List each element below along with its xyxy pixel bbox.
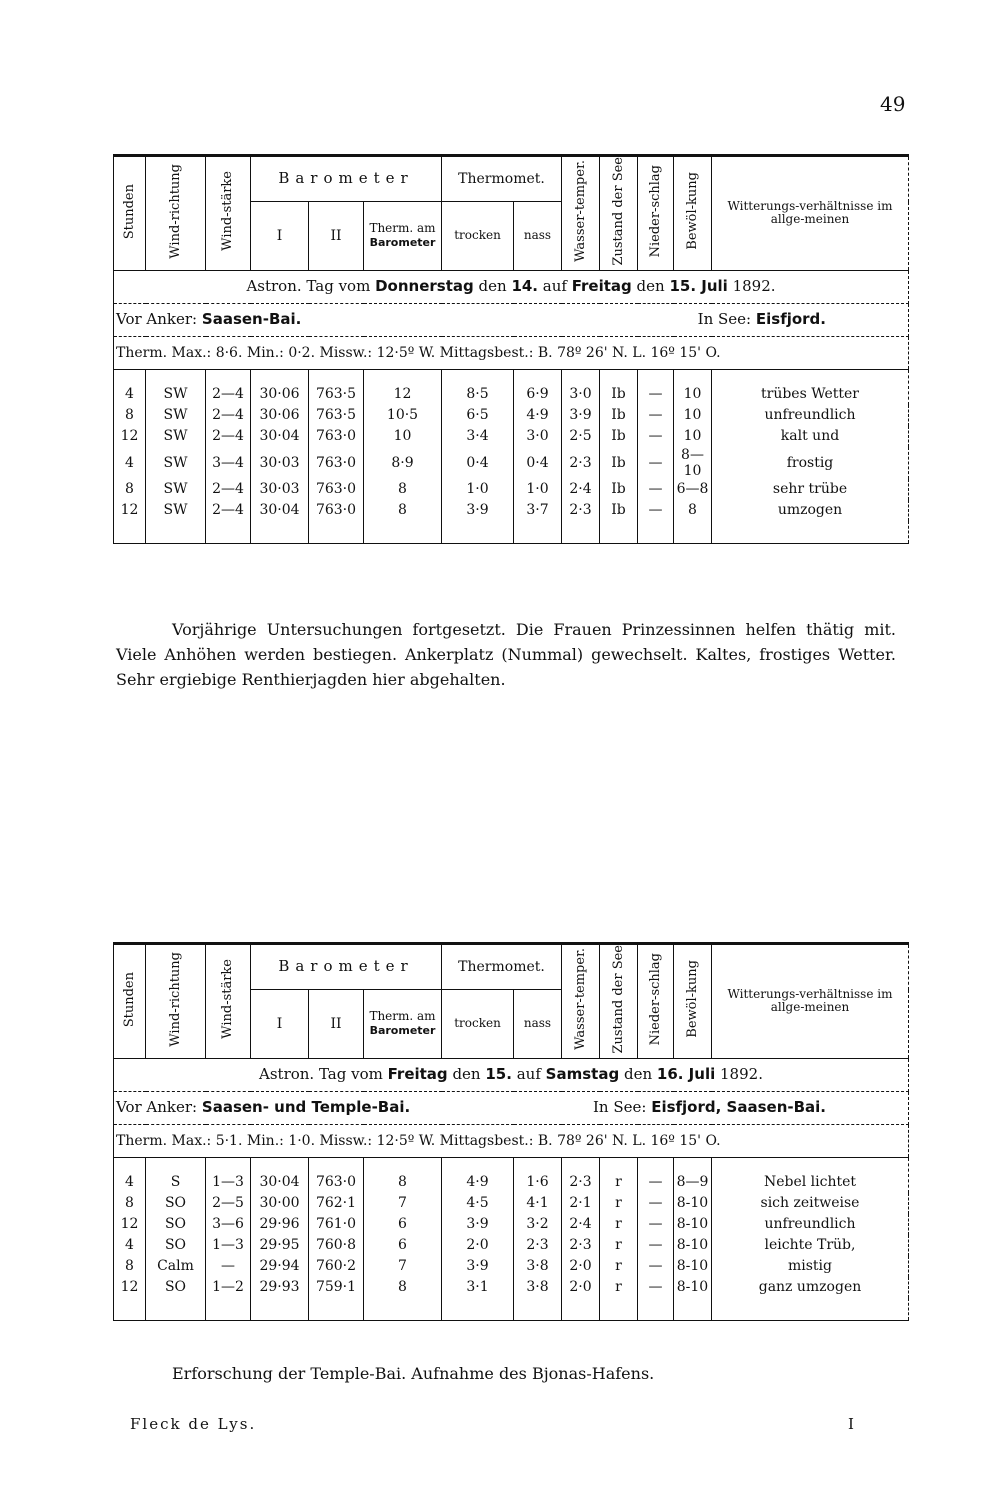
header-stunden: Stunden (121, 183, 137, 239)
cell-wassertemp: 3·0 (562, 369, 600, 405)
cell-nass: 3·8 (514, 1256, 562, 1277)
cell-bewoelkung: 8—10 (674, 447, 712, 479)
cell-stunde: 8 (114, 1256, 146, 1277)
cell-bewoelkung: 10 (674, 369, 712, 405)
header-bar-i: I (251, 990, 309, 1059)
table-2-body (114, 1157, 909, 1320)
spacer-cell (674, 521, 712, 544)
cell-nass: 4·1 (514, 1193, 562, 1214)
spacer-cell (442, 1298, 514, 1321)
cell-windrichtung: S (146, 1157, 206, 1193)
spacer-cell (146, 1298, 206, 1321)
cell-windrichtung: SO (146, 1214, 206, 1235)
cell-barometer-ii: 762·1 (309, 1193, 364, 1214)
cell-niederschlag: — (638, 1277, 674, 1298)
location-line: Vor Anker: Saasen-Bai. In See: Eisfjord. (114, 303, 909, 336)
cell-witterung: ganz umzogen (712, 1277, 909, 1298)
spacer-cell (146, 521, 206, 544)
header-witterung: Witterungs-verhältnisse im allge-meinen (712, 944, 909, 1059)
cell-nass: 3·7 (514, 500, 562, 521)
cell-barometer-ii: 763·5 (309, 405, 364, 426)
cell-windrichtung: SW (146, 500, 206, 521)
page-number: 49 (880, 92, 906, 116)
spacer-cell (114, 521, 146, 544)
table-row-spacer (114, 1298, 909, 1321)
cell-barometer-ii: 760·2 (309, 1256, 364, 1277)
cell-windstaerke: 2—4 (206, 369, 251, 405)
cell-barometer-i: 30·06 (251, 369, 309, 405)
table-row (114, 447, 909, 479)
cell-trocken: 1·0 (442, 479, 514, 500)
cell-therm-am-barometer: 8 (364, 500, 442, 521)
cell-barometer-i: 30·04 (251, 1157, 309, 1193)
cell-trocken: 2·0 (442, 1235, 514, 1256)
spacer-cell (674, 1298, 712, 1321)
cell-wassertemp: 2·4 (562, 479, 600, 500)
cell-therm-am-barometer: 10 (364, 426, 442, 447)
header-niederschlag: Nieder-schlag (647, 953, 663, 1046)
cell-windstaerke: 2—4 (206, 500, 251, 521)
spacer-cell (514, 521, 562, 544)
cell-windstaerke: 2—4 (206, 479, 251, 500)
cell-wassertemp: 2·4 (562, 1214, 600, 1235)
cell-barometer-i: 30·00 (251, 1193, 309, 1214)
footer-left: Fleck de Lys. (130, 1415, 257, 1433)
cell-windrichtung: SO (146, 1235, 206, 1256)
header-wassertemp: Wasser-temper. (572, 948, 588, 1051)
cell-niederschlag: — (638, 369, 674, 405)
cell-windrichtung: Calm (146, 1256, 206, 1277)
spacer-cell (600, 521, 638, 544)
spacer-cell (309, 1298, 364, 1321)
cell-barometer-ii: 759·1 (309, 1277, 364, 1298)
therm-line: Therm. Max.: 8·6. Min.: 0·2. Missw.: 12·5º W. Mittagsbest.: B. 78º 26' N. L. 16º 15' O. (114, 336, 909, 369)
cell-therm-am-barometer: 6 (364, 1235, 442, 1256)
cell-barometer-ii: 763·0 (309, 447, 364, 479)
cell-nass: 3·8 (514, 1277, 562, 1298)
cell-bewoelkung: 6—8 (674, 479, 712, 500)
header-zustand: Zustand der See (610, 157, 626, 266)
cell-wassertemp: 2·3 (562, 1235, 600, 1256)
spacer-cell (364, 521, 442, 544)
cell-bewoelkung: 8-10 (674, 1277, 712, 1298)
cell-windrichtung: SO (146, 1193, 206, 1214)
cell-bewoelkung: 10 (674, 426, 712, 447)
cell-barometer-ii: 763·5 (309, 369, 364, 405)
cell-stunde: 4 (114, 369, 146, 405)
weather-table (113, 154, 909, 544)
weather-table-1 (113, 154, 908, 544)
cell-niederschlag: — (638, 405, 674, 426)
header-windrichtung: Wind-richtung (167, 163, 183, 259)
cell-nass: 1·6 (514, 1157, 562, 1193)
cell-barometer-i: 29·93 (251, 1277, 309, 1298)
header-thermometer: Thermomet. (442, 944, 562, 990)
header-therm-am: Therm. am Barometer (364, 990, 442, 1059)
cell-windstaerke: — (206, 1256, 251, 1277)
cell-witterung: unfreundlich (712, 1214, 909, 1235)
cell-trocken: 3·4 (442, 426, 514, 447)
header-nass: nass (514, 990, 562, 1059)
spacer-cell (442, 521, 514, 544)
cell-stunde: 12 (114, 426, 146, 447)
header-barometer: Barometer (251, 944, 442, 990)
cell-niederschlag: — (638, 500, 674, 521)
header-bar-ii: II (309, 202, 364, 271)
spacer-cell (638, 521, 674, 544)
cell-wassertemp: 2·3 (562, 447, 600, 479)
cell-trocken: 8·5 (442, 369, 514, 405)
cell-zustand-see: r (600, 1256, 638, 1277)
cell-therm-am-barometer: 10·5 (364, 405, 442, 426)
spacer-cell (712, 1298, 909, 1321)
cell-therm-am-barometer: 6 (364, 1214, 442, 1235)
cell-windstaerke: 1—3 (206, 1157, 251, 1193)
cell-nass: 6·9 (514, 369, 562, 405)
cell-witterung: sehr trübe (712, 479, 909, 500)
cell-zustand-see: r (600, 1277, 638, 1298)
cell-therm-am-barometer: 7 (364, 1256, 442, 1277)
cell-wassertemp: 3·9 (562, 405, 600, 426)
cell-stunde: 8 (114, 479, 146, 500)
spacer-cell (600, 1298, 638, 1321)
header-bar-ii: II (309, 990, 364, 1059)
cell-windstaerke: 3—4 (206, 447, 251, 479)
header-bar-i: I (251, 202, 309, 271)
header-thermometer: Thermomet. (442, 156, 562, 202)
spacer-cell (562, 521, 600, 544)
header-windstaerke: Wind-stärke (220, 171, 236, 252)
cell-windstaerke: 1—3 (206, 1235, 251, 1256)
therm-line: Therm. Max.: 5·1. Min.: 1·0. Missw.: 12·5º W. Mittagsbest.: B. 78º 26' N. L. 16º 15' O. (114, 1124, 909, 1157)
header-niederschlag: Nieder-schlag (647, 165, 663, 258)
paragraph-2: Erforschung der Temple-Bai. Aufnahme des Bjonas-Hafens. (172, 1364, 655, 1383)
cell-nass: 1·0 (514, 479, 562, 500)
cell-barometer-i: 30·04 (251, 500, 309, 521)
cell-trocken: 6·5 (442, 405, 514, 426)
cell-niederschlag: — (638, 1256, 674, 1277)
cell-stunde: 8 (114, 405, 146, 426)
header-stunden: Stunden (121, 971, 137, 1027)
cell-witterung: leichte Trüb, (712, 1235, 909, 1256)
cell-witterung: trübes Wetter (712, 369, 909, 405)
header-therm-am: Therm. am Barometer (364, 202, 442, 271)
cell-witterung: Nebel lichtet (712, 1157, 909, 1193)
cell-nass: 4·9 (514, 405, 562, 426)
spacer-cell (712, 521, 909, 544)
spacer-cell (206, 521, 251, 544)
cell-windrichtung: SO (146, 1277, 206, 1298)
cell-trocken: 4·5 (442, 1193, 514, 1214)
cell-stunde: 12 (114, 1214, 146, 1235)
cell-bewoelkung: 8-10 (674, 1193, 712, 1214)
weather-table-2 (113, 942, 908, 1321)
cell-therm-am-barometer: 12 (364, 369, 442, 405)
cell-stunde: 4 (114, 1157, 146, 1193)
header-barometer: Barometer (251, 156, 442, 202)
cell-therm-am-barometer: 8·9 (364, 447, 442, 479)
header-bewoelkung: Bewöl-kung (684, 960, 700, 1039)
cell-therm-am-barometer: 8 (364, 1277, 442, 1298)
cell-windrichtung: SW (146, 447, 206, 479)
cell-witterung: unfreundlich (712, 405, 909, 426)
cell-witterung: mistig (712, 1256, 909, 1277)
header-zustand: Zustand der See (610, 945, 626, 1054)
astron-day-line: Astron. Tag vom Freitag den 15. auf Samstag den 16. Juli 1892. (114, 1058, 909, 1091)
spacer-cell (114, 1298, 146, 1321)
cell-niederschlag: — (638, 1157, 674, 1193)
weather-table (113, 942, 909, 1321)
cell-niederschlag: — (638, 1235, 674, 1256)
table-row (114, 1235, 909, 1256)
cell-nass: 3·2 (514, 1214, 562, 1235)
spacer-cell (364, 1298, 442, 1321)
cell-witterung: frostig (712, 447, 909, 479)
cell-stunde: 4 (114, 447, 146, 479)
cell-witterung: sich zeitweise (712, 1193, 909, 1214)
cell-stunde: 8 (114, 1193, 146, 1214)
cell-wassertemp: 2·5 (562, 426, 600, 447)
spacer-cell (309, 521, 364, 544)
cell-trocken: 0·4 (442, 447, 514, 479)
cell-niederschlag: — (638, 1214, 674, 1235)
cell-windrichtung: SW (146, 426, 206, 447)
cell-trocken: 3·1 (442, 1277, 514, 1298)
table-row (114, 405, 909, 426)
table-row (114, 1214, 909, 1235)
cell-niederschlag: — (638, 479, 674, 500)
cell-barometer-i: 30·03 (251, 447, 309, 479)
cell-zustand-see: r (600, 1214, 638, 1235)
cell-trocken: 4·9 (442, 1157, 514, 1193)
table-row (114, 500, 909, 521)
cell-therm-am-barometer: 7 (364, 1193, 442, 1214)
table-row (114, 369, 909, 405)
cell-barometer-ii: 763·0 (309, 500, 364, 521)
spacer-cell (251, 1298, 309, 1321)
cell-therm-am-barometer: 8 (364, 479, 442, 500)
cell-windstaerke: 2—4 (206, 405, 251, 426)
cell-barometer-i: 30·03 (251, 479, 309, 500)
cell-windstaerke: 1—2 (206, 1277, 251, 1298)
cell-bewoelkung: 10 (674, 405, 712, 426)
table-1-body (114, 369, 909, 543)
header-bewoelkung: Bewöl-kung (684, 172, 700, 251)
cell-trocken: 3·9 (442, 1214, 514, 1235)
cell-witterung: kalt und (712, 426, 909, 447)
cell-zustand-see: r (600, 1235, 638, 1256)
cell-niederschlag: — (638, 447, 674, 479)
cell-trocken: 3·9 (442, 1256, 514, 1277)
cell-bewoelkung: 8 (674, 500, 712, 521)
cell-wassertemp: 2·3 (562, 1157, 600, 1193)
cell-bewoelkung: 8-10 (674, 1214, 712, 1235)
table-row (114, 1193, 909, 1214)
header-trocken: trocken (442, 990, 514, 1059)
cell-niederschlag: — (638, 1193, 674, 1214)
spacer-cell (562, 1298, 600, 1321)
header-windrichtung: Wind-richtung (167, 951, 183, 1047)
table-row (114, 1157, 909, 1193)
cell-barometer-ii: 763·0 (309, 479, 364, 500)
cell-zustand-see: Ib (600, 405, 638, 426)
header-windstaerke: Wind-stärke (220, 959, 236, 1040)
cell-trocken: 3·9 (442, 500, 514, 521)
cell-nass: 0·4 (514, 447, 562, 479)
spacer-cell (251, 521, 309, 544)
cell-bewoelkung: 8-10 (674, 1235, 712, 1256)
spacer-cell (206, 1298, 251, 1321)
table-row (114, 1256, 909, 1277)
cell-barometer-i: 30·06 (251, 405, 309, 426)
cell-windstaerke: 2—4 (206, 426, 251, 447)
table-row (114, 1277, 909, 1298)
cell-zustand-see: Ib (600, 426, 638, 447)
astron-day-line: Astron. Tag vom Donnerstag den 14. auf Freitag den 15. Juli 1892. (114, 270, 909, 303)
cell-barometer-ii: 763·0 (309, 1157, 364, 1193)
cell-windrichtung: SW (146, 405, 206, 426)
cell-therm-am-barometer: 8 (364, 1157, 442, 1193)
cell-barometer-ii: 763·0 (309, 426, 364, 447)
cell-barometer-i: 29·94 (251, 1256, 309, 1277)
cell-windrichtung: SW (146, 369, 206, 405)
cell-witterung: umzogen (712, 500, 909, 521)
cell-wassertemp: 2·0 (562, 1277, 600, 1298)
cell-stunde: 12 (114, 500, 146, 521)
footer-right: I (848, 1415, 854, 1433)
cell-windrichtung: SW (146, 479, 206, 500)
cell-nass: 3·0 (514, 426, 562, 447)
cell-zustand-see: r (600, 1157, 638, 1193)
cell-wassertemp: 2·3 (562, 500, 600, 521)
cell-wassertemp: 2·0 (562, 1256, 600, 1277)
cell-barometer-ii: 760·8 (309, 1235, 364, 1256)
cell-barometer-ii: 761·0 (309, 1214, 364, 1235)
cell-stunde: 12 (114, 1277, 146, 1298)
cell-stunde: 4 (114, 1235, 146, 1256)
cell-zustand-see: r (600, 1193, 638, 1214)
cell-zustand-see: Ib (600, 447, 638, 479)
table-row (114, 479, 909, 500)
location-line: Vor Anker: Saasen- und Temple-Bai. In See: Eisfjord, Saasen-Bai. (114, 1091, 909, 1124)
header-witterung: Witterungs-verhältnisse im allge-meinen (712, 156, 909, 271)
spacer-cell (638, 1298, 674, 1321)
header-nass: nass (514, 202, 562, 271)
cell-zustand-see: Ib (600, 500, 638, 521)
cell-zustand-see: Ib (600, 369, 638, 405)
cell-bewoelkung: 8—9 (674, 1157, 712, 1193)
paragraph-1: Vorjährige Untersuchungen fortgesetzt. Die Frauen Prinzessinnen helfen thätig mit. Viele Anhöhen werden bestiegen. Ankerplatz (Nummal) gewechselt. Kaltes, frostiges Wetter. Sehr ergiebige Renthierjagden hier abgehalten. (116, 620, 896, 689)
cell-barometer-i: 29·95 (251, 1235, 309, 1256)
header-trocken: trocken (442, 202, 514, 271)
header-wassertemp: Wasser-temper. (572, 160, 588, 263)
cell-windstaerke: 3—6 (206, 1214, 251, 1235)
cell-barometer-i: 29·96 (251, 1214, 309, 1235)
cell-barometer-i: 30·04 (251, 426, 309, 447)
cell-wassertemp: 2·1 (562, 1193, 600, 1214)
cell-bewoelkung: 8-10 (674, 1256, 712, 1277)
table-row (114, 426, 909, 447)
cell-zustand-see: Ib (600, 479, 638, 500)
cell-nass: 2·3 (514, 1235, 562, 1256)
cell-windstaerke: 2—5 (206, 1193, 251, 1214)
table-row-spacer (114, 521, 909, 544)
spacer-cell (514, 1298, 562, 1321)
cell-niederschlag: — (638, 426, 674, 447)
